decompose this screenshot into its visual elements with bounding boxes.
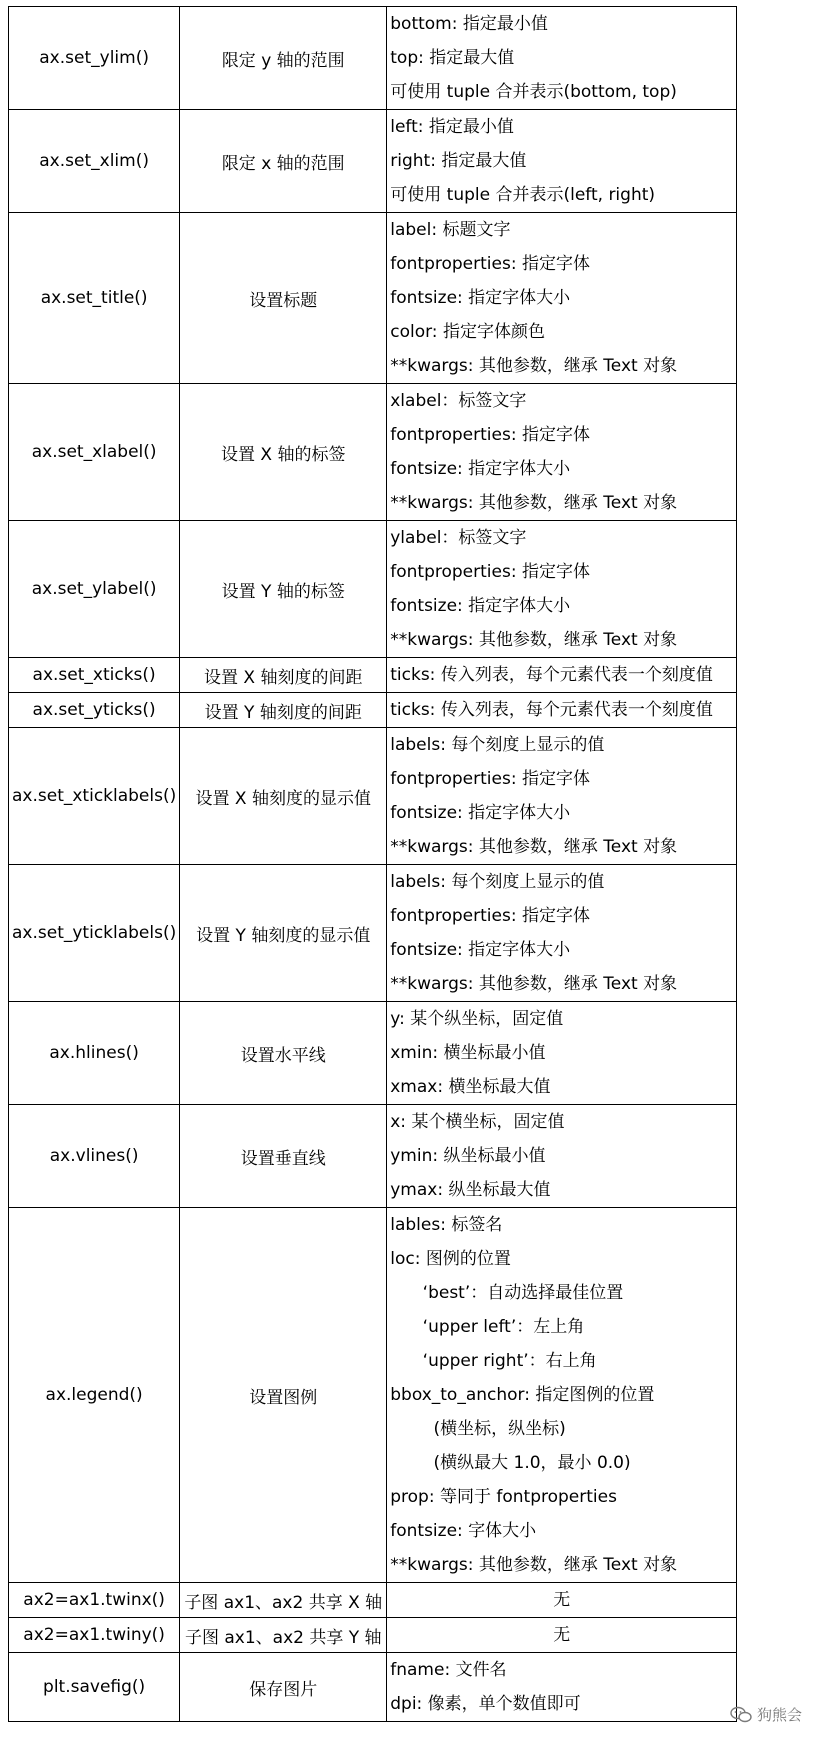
parameter-line: fontsize: 字体大小	[390, 1521, 537, 1541]
description-text: 设置垂直线	[240, 1148, 326, 1169]
function-cell	[9, 1208, 180, 1583]
description-cell	[180, 865, 387, 1002]
table-row	[9, 658, 737, 693]
parameters-cell	[387, 1208, 737, 1583]
parameter-line: (横坐标，纵坐标)	[390, 1419, 566, 1439]
function-cell	[9, 7, 180, 110]
description-text: 设置 Y 轴刻度的显示值	[196, 925, 371, 946]
parameter-line: ‘upper right’：右上角	[390, 1351, 597, 1371]
function-cell	[9, 728, 180, 865]
table-row	[9, 384, 737, 521]
parameter-line: (横纵最大 1.0，最小 0.0)	[390, 1453, 631, 1473]
description-cell	[180, 213, 387, 384]
parameters-cell	[387, 1583, 737, 1618]
description-cell	[180, 1105, 387, 1208]
parameters-cell	[387, 658, 737, 693]
parameters-cell	[387, 213, 737, 384]
parameter-line: ticks: 传入列表，每个元素代表一个刻度值	[390, 700, 713, 720]
parameter-line: label: 标题文字	[390, 220, 511, 240]
parameter-line: **kwargs: 其他参数，继承 Text 对象	[390, 356, 678, 376]
api-table	[8, 6, 737, 1722]
function-cell	[9, 110, 180, 213]
description-text: 设置 Y 轴的标签	[221, 581, 345, 602]
parameters-cell	[387, 1002, 737, 1105]
description-cell	[180, 693, 387, 728]
parameter-line: xmax: 横坐标最大值	[390, 1077, 551, 1097]
parameter-line: ymin: 纵坐标最小值	[390, 1146, 546, 1166]
function-name: ax.legend()	[45, 1385, 143, 1405]
function-cell	[9, 1653, 180, 1722]
function-name: ax.hlines()	[49, 1043, 139, 1063]
function-name: ax.set_xticklabels()	[12, 786, 177, 806]
function-cell	[9, 1618, 180, 1653]
table-row	[9, 110, 737, 213]
parameter-line: dpi: 像素，单个数值即可	[390, 1694, 581, 1714]
parameter-line: 无	[553, 1590, 571, 1610]
function-cell	[9, 693, 180, 728]
parameters-cell	[387, 728, 737, 865]
parameter-line: xlabel：标签文字	[390, 391, 527, 411]
parameter-line: fname: 文件名	[390, 1660, 507, 1680]
table-row	[9, 7, 737, 110]
parameter-line: **kwargs: 其他参数，继承 Text 对象	[390, 493, 678, 513]
parameter-line: x: 某个横坐标，固定值	[390, 1112, 565, 1132]
parameter-line: 可使用 tuple 合并表示(bottom, top)	[390, 82, 677, 102]
description-text: 子图 ax1、ax2 共享 X 轴	[184, 1592, 383, 1613]
description-cell	[180, 1618, 387, 1653]
parameter-line: right: 指定最大值	[390, 151, 527, 171]
function-name: ax.set_xticks()	[32, 665, 156, 685]
parameter-line: left: 指定最小值	[390, 117, 514, 137]
table-row	[9, 865, 737, 1002]
description-text: 设置 Y 轴刻度的间距	[204, 702, 362, 723]
parameter-line: fontproperties: 指定字体	[390, 906, 590, 926]
parameter-line: ymax: 纵坐标最大值	[390, 1180, 551, 1200]
parameter-line: fontsize: 指定字体大小	[390, 459, 571, 479]
table-row	[9, 1618, 737, 1653]
description-cell	[180, 728, 387, 865]
description-text: 设置 X 轴的标签	[221, 444, 346, 465]
parameters-cell	[387, 7, 737, 110]
function-cell	[9, 658, 180, 693]
function-cell	[9, 384, 180, 521]
description-cell	[180, 7, 387, 110]
function-name: ax.vlines()	[49, 1146, 139, 1166]
description-text: 设置水平线	[240, 1045, 326, 1066]
parameters-cell	[387, 865, 737, 1002]
parameters-cell	[387, 1105, 737, 1208]
parameters-cell	[387, 521, 737, 658]
parameter-line: loc: 图例的位置	[390, 1249, 511, 1269]
function-name: ax.set_yticklabels()	[12, 923, 177, 943]
description-cell	[180, 521, 387, 658]
parameter-line: y: 某个纵坐标，固定值	[390, 1009, 564, 1029]
parameters-cell	[387, 384, 737, 521]
parameter-line: top: 指定最大值	[390, 48, 515, 68]
parameter-line: fontsize: 指定字体大小	[390, 940, 571, 960]
wechat-icon	[730, 1706, 752, 1724]
parameter-line: 无	[553, 1625, 571, 1645]
parameter-line: bottom: 指定最小值	[390, 14, 548, 34]
watermark-text: 狗熊会	[756, 1706, 802, 1724]
parameter-line: 可使用 tuple 合并表示(left, right)	[390, 185, 656, 205]
function-cell	[9, 865, 180, 1002]
table-row	[9, 1653, 737, 1722]
parameter-line: prop: 等同于 fontproperties	[390, 1487, 617, 1507]
table-row	[9, 521, 737, 658]
table-row	[9, 1583, 737, 1618]
parameter-line: fontsize: 指定字体大小	[390, 288, 571, 308]
parameter-line: xmin: 横坐标最小值	[390, 1043, 546, 1063]
description-text: 限定 x 轴的范围	[221, 153, 345, 174]
parameter-line: **kwargs: 其他参数，继承 Text 对象	[390, 1555, 678, 1575]
function-name: ax.set_title()	[40, 288, 148, 308]
table-row	[9, 1105, 737, 1208]
parameter-line: ticks: 传入列表，每个元素代表一个刻度值	[390, 665, 713, 685]
parameter-line: labels: 每个刻度上显示的值	[390, 735, 605, 755]
parameter-line: bbox_to_anchor: 指定图例的位置	[390, 1385, 655, 1405]
watermark	[730, 1704, 802, 1725]
function-cell	[9, 213, 180, 384]
parameter-line: ‘best’：自动选择最佳位置	[390, 1283, 624, 1303]
table-row	[9, 213, 737, 384]
description-text: 设置标题	[249, 290, 318, 311]
function-name: ax.set_xlabel()	[31, 442, 157, 462]
table-row	[9, 728, 737, 865]
parameter-line: fontproperties: 指定字体	[390, 769, 590, 789]
description-cell	[180, 1002, 387, 1105]
parameter-line: fontsize: 指定字体大小	[390, 803, 571, 823]
description-text: 设置 X 轴刻度的间距	[204, 667, 363, 688]
description-cell	[180, 1653, 387, 1722]
description-cell	[180, 110, 387, 213]
parameter-line: **kwargs: 其他参数，继承 Text 对象	[390, 837, 678, 857]
description-text: 保存图片	[249, 1679, 318, 1700]
function-cell	[9, 1583, 180, 1618]
parameter-line: fontproperties: 指定字体	[390, 425, 590, 445]
parameter-line: **kwargs: 其他参数，继承 Text 对象	[390, 974, 678, 994]
table-row	[9, 1208, 737, 1583]
function-name: ax.set_ylabel()	[31, 579, 157, 599]
description-text: 设置图例	[249, 1387, 318, 1408]
parameter-line: **kwargs: 其他参数，继承 Text 对象	[390, 630, 678, 650]
table-row	[9, 693, 737, 728]
parameters-cell	[387, 1618, 737, 1653]
function-name: ax.set_yticks()	[32, 700, 156, 720]
parameter-line: labels: 每个刻度上显示的值	[390, 872, 605, 892]
table-row	[9, 1002, 737, 1105]
function-name: ax2=ax1.twiny()	[23, 1625, 165, 1645]
parameters-cell	[387, 110, 737, 213]
function-name: ax2=ax1.twinx()	[23, 1590, 165, 1610]
function-name: ax.set_xlim()	[39, 151, 149, 171]
parameters-cell	[387, 1653, 737, 1722]
parameter-line: fontproperties: 指定字体	[390, 254, 590, 274]
parameter-line: fontsize: 指定字体大小	[390, 596, 571, 616]
function-cell	[9, 521, 180, 658]
function-cell	[9, 1105, 180, 1208]
function-name: plt.savefig()	[43, 1677, 146, 1697]
description-text: 设置 X 轴刻度的显示值	[195, 788, 371, 809]
function-name: ax.set_ylim()	[39, 48, 149, 68]
function-cell	[9, 1002, 180, 1105]
description-cell	[180, 658, 387, 693]
description-text: 限定 y 轴的范围	[221, 50, 345, 71]
parameter-line: ylabel：标签文字	[390, 528, 527, 548]
description-cell	[180, 1583, 387, 1618]
description-cell	[180, 384, 387, 521]
parameter-line: fontproperties: 指定字体	[390, 562, 590, 582]
description-cell	[180, 1208, 387, 1583]
parameter-line: ‘upper left’：左上角	[390, 1317, 585, 1337]
parameter-line: color: 指定字体颜色	[390, 322, 545, 342]
description-text: 子图 ax1、ax2 共享 Y 轴	[184, 1627, 382, 1648]
parameter-line: lables: 标签名	[390, 1215, 503, 1235]
parameters-cell	[387, 693, 737, 728]
